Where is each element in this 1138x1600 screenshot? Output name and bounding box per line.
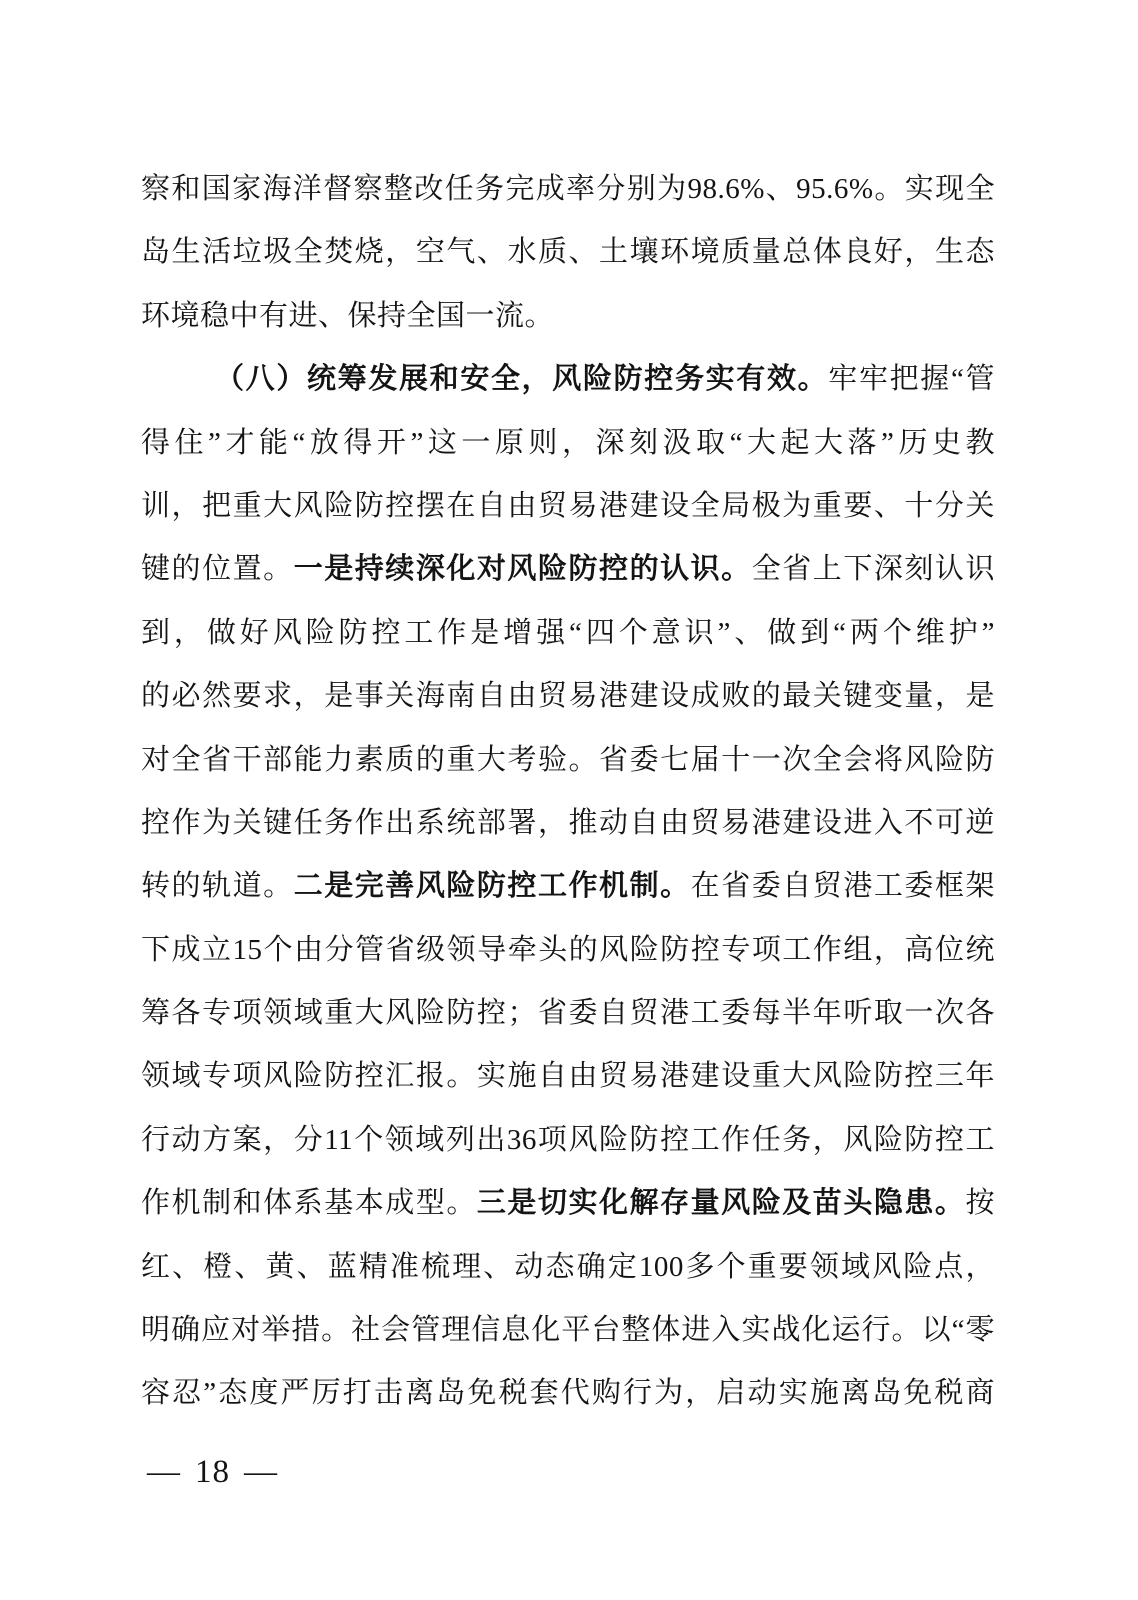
page-number: 18	[195, 1454, 230, 1490]
text-segment: 筹各专项领域重大风险防控；省委自贸港工委每半年听取一次各	[141, 997, 995, 1030]
text-segment: 容忍”态度严厉打击离岛免税套代购行为，启动实施离岛免税商	[141, 1377, 995, 1410]
text-line-3	[141, 285, 995, 348]
text-line-20	[141, 1362, 995, 1425]
text-segment: 全省上下深刻认识	[751, 553, 995, 586]
text-segment: 训，把重大风险防控摆在自由贸易港建设全局极为重要、十分关	[141, 489, 995, 522]
text-segment: 的必然要求，是事关海南自由贸易港建设成败的最关键变量，是	[141, 680, 995, 713]
text-line-1	[141, 158, 995, 221]
text-line-4	[141, 348, 995, 411]
bold-emphasis: 三是切实化解存量风险及苗头隐患。	[476, 1187, 966, 1220]
text-segment: 转的轨道。	[141, 870, 294, 903]
text-line-11	[141, 792, 995, 855]
page-number-footer	[147, 1447, 278, 1497]
bold-emphasis: 一是持续深化对风险防控的认识。	[293, 553, 752, 586]
text-segment: 到，做好风险防控工作是增强“四个意识”、做到“两个维护”	[141, 616, 995, 649]
text-line-7	[141, 538, 995, 601]
text-segment: 控作为关键任务作出系统部署，推动自由贸易港建设进入不可逆	[141, 806, 995, 839]
text-line-15	[141, 1045, 995, 1108]
text-line-16	[141, 1109, 995, 1172]
text-line-8	[141, 602, 995, 665]
text-segment: 领域专项风险防控汇报。实施自由贸易港建设重大风险防控三年	[141, 1060, 995, 1093]
document-body	[141, 158, 995, 1426]
text-line-10	[141, 729, 995, 792]
text-line-5	[141, 412, 995, 475]
text-segment: 在省委自贸港工委框架	[690, 870, 995, 903]
text-segment: 牢牢把握“管	[828, 363, 995, 396]
text-line-17	[141, 1172, 995, 1235]
bold-emphasis: （八）统筹发展和安全，风险防控务实有效。	[215, 363, 829, 396]
footer-dash-right: —	[244, 1454, 278, 1490]
bold-emphasis: 二是完善风险防控工作机制。	[293, 870, 691, 903]
text-line-19	[141, 1299, 995, 1362]
text-line-14	[141, 982, 995, 1045]
text-line-12	[141, 855, 995, 918]
text-line-2	[141, 221, 995, 284]
text-segment: 红、橙、黄、蓝精准梳理、动态确定100多个重要领域风险点，	[141, 1250, 995, 1283]
text-segment: 环境稳中有进、保持全国一流。	[141, 299, 555, 332]
text-line-9	[141, 665, 995, 728]
text-segment: 行动方案，分11个领域列出36项风险防控工作任务，风险防控工	[141, 1123, 995, 1156]
text-line-6	[141, 475, 995, 538]
text-segment: 按	[965, 1187, 995, 1220]
text-segment: 下成立15个由分管省级领导牵头的风险防控专项工作组，高位统	[141, 933, 995, 966]
text-segment: 作机制和体系基本成型。	[141, 1187, 477, 1220]
text-line-18	[141, 1236, 995, 1299]
text-segment: 键的位置。	[141, 553, 294, 586]
text-segment: 得住”才能“放得开”这一原则，深刻汲取“大起大落”历史教	[141, 426, 995, 459]
text-segment: 对全省干部能力素质的重大考验。省委七届十一次全会将风险防	[141, 743, 995, 776]
text-segment: 察和国家海洋督察整改任务完成率分别为98.6%、95.6%。实现全	[141, 173, 995, 205]
text-segment: 岛生活垃圾全焚烧，空气、水质、土壤环境质量总体良好，生态	[141, 236, 995, 269]
footer-dash-left: —	[147, 1454, 181, 1490]
text-line-13	[141, 919, 995, 982]
text-segment: 明确应对举措。社会管理信息化平台整体进入实战化运行。以“零	[141, 1314, 995, 1347]
